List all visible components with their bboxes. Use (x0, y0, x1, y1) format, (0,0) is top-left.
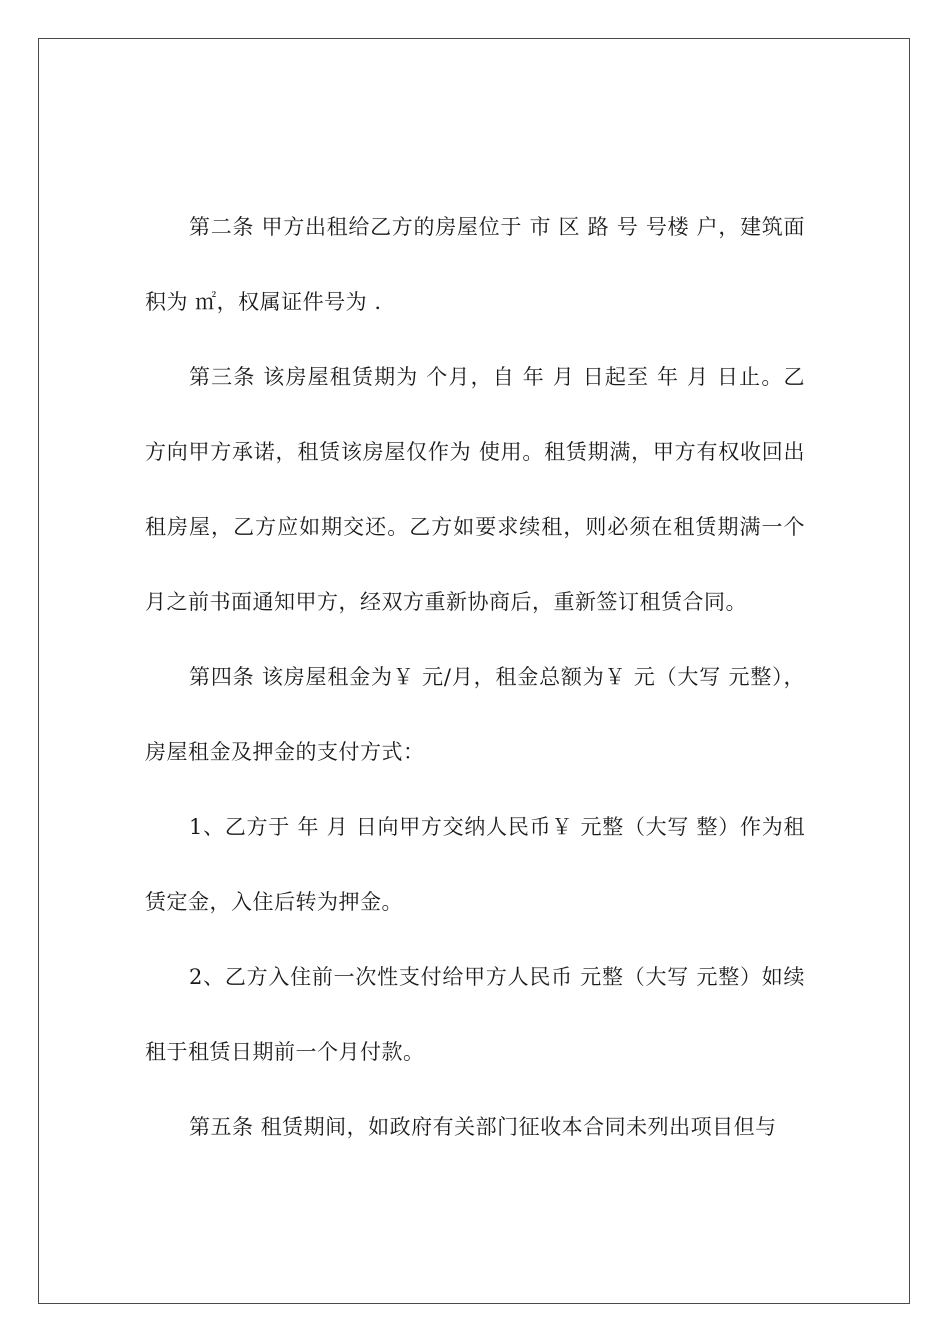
article-3-paragraph: 第三条 该房屋租赁期为 个月，自 年 月 日起至 年 月 日止。乙方向甲方承诺，租赁该房屋仅作为 使用。租赁期满，甲方有权收回出租房屋，乙方应如期交还。乙方如要求续租，则必须在租赁期满一个月之前书面通知甲方，经双方重新协商后，重新签订租赁合同。 (145, 365, 805, 614)
article-4-paragraph: 第四条 该房屋租金为￥ 元/月，租金总额为￥ 元（大写 元整），房屋租金及押金的支付方式： (145, 665, 805, 764)
payment-item-1-paragraph: 1、乙方于 年 月 日向甲方交纳人民币￥ 元整（大写 整）作为租赁定金，入住后转为押金。 (145, 815, 805, 914)
article-2-paragraph: 第二条 甲方出租给乙方的房屋位于 市 区 路 号 号楼 户，建筑面积为 ㎡，权属证件号为 . (145, 215, 805, 314)
document-body (145, 190, 805, 1165)
payment-item-2-paragraph: 2、乙方入住前一次性支付给甲方人民币 元整（大写 元整）如续租于租赁日期前一个月付款。 (145, 965, 805, 1064)
article-5-paragraph: 第五条 租赁期间，如政府有关部门征收本合同未列出项目但与 (189, 1115, 777, 1139)
